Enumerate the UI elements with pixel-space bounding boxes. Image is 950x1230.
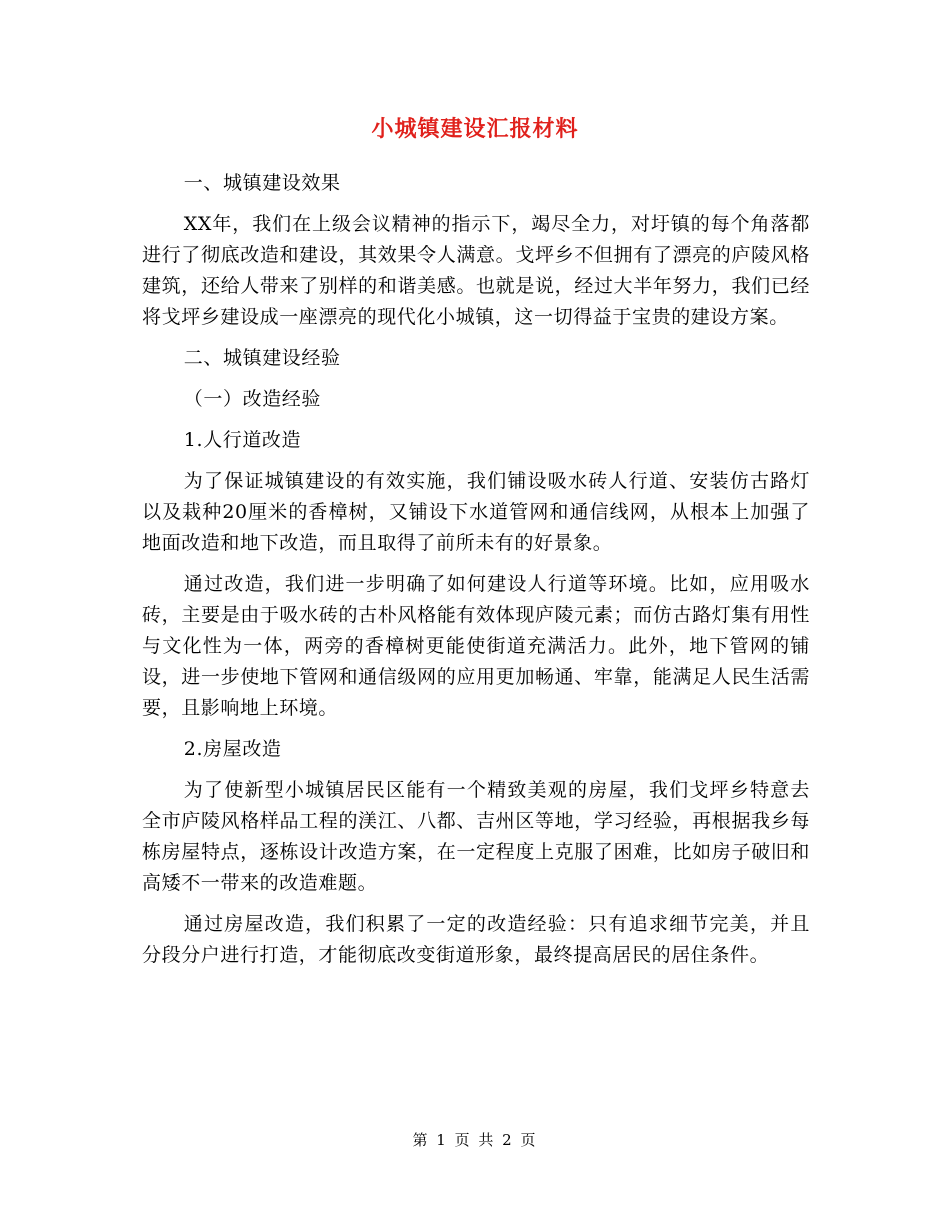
paragraph-5: 通过房屋改造，我们积累了一定的改造经验：只有追求细节完美，并且分段分户进行打造，才能彻底改变街道形象，最终提高居民的居住条件。 [142, 913, 810, 966]
subsection-heading-1: （一）改造经验 [183, 388, 321, 410]
paragraph-3: 通过改造，我们进一步明确了如何建设人行道等环境。比如，应用吸水砖，主要是由于吸水砖的古朴风格能有效体现庐陵元素；而仿古路灯集有用性与文化性为一体，两旁的香樟树更能使街道充满活力。此外，地下管网的铺设，进一步使地下管网和通信级网的应用更加畅通、牢靠，能满足人民生活需要，且影响地上环境。 [142, 573, 810, 719]
document-body [142, 168, 810, 971]
item-heading-1: 1.人行道改造 [183, 429, 302, 451]
page-footer: 第 1 页 共 2 页 [412, 1131, 538, 1149]
section-heading-2: 二、城镇建设经验 [183, 347, 341, 369]
document-title: 小城镇建设汇报材料 [371, 116, 579, 142]
paragraph-4: 为了使新型小城镇居民区能有一个精致美观的房屋，我们戈坪乡特意去全市庐陵风格样品工程的渼江、八都、吉州区等地，学习经验，再根据我乡每栋房屋特点，逐栋设计改造方案，在一定程度上克服了困难，比如房子破旧和高矮不一带来的改造难题。 [142, 779, 810, 894]
item-heading-2: 2.房屋改造 [183, 738, 282, 760]
section-heading-1: 一、城镇建设效果 [183, 172, 341, 194]
paragraph-2: 为了保证城镇建设的有效实施，我们铺设吸水砖人行道、安装仿古路灯以及栽种20厘米的香樟树，又铺设下水道管网和通信线网，从根本上加强了地面改造和地下改造，而且取得了前所未有的好景象。 [142, 470, 810, 554]
paragraph-1: XX年，我们在上级会议精神的指示下，竭尽全力，对圩镇的每个角落都进行了彻底改造和建设，其效果令人满意。戈坪乡不但拥有了漂亮的庐陵风格建筑，还给人带来了别样的和谐美感。也就是说，经过大半年努力，我们已经将戈坪乡建设成一座漂亮的现代化小城镇，这一切得益于宝贵的建设方案。 [142, 213, 810, 328]
